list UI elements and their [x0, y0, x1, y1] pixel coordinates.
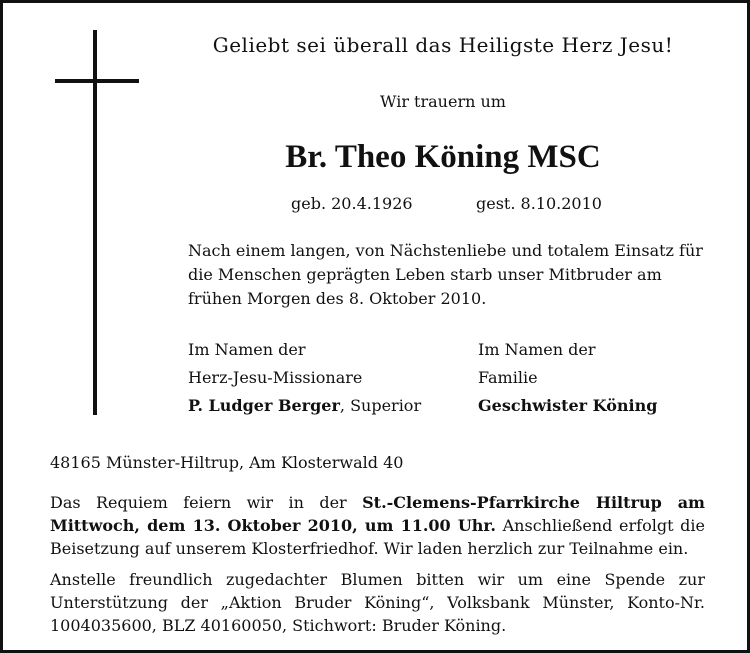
birth-date: geb. 20.4.1926	[291, 194, 413, 213]
signer-role: , Superior	[339, 396, 422, 415]
signature-line: Im Namen der	[478, 340, 596, 359]
signer-line	[188, 392, 421, 420]
biography-text: Nach einem langen, von Nächstenliebe und totalem Einsatz für die Menschen geprägten Leben starb unser Mitbruder am frühen Morgen des 8. Oktober 2010.	[188, 241, 703, 308]
signature-line: Im Namen der	[188, 340, 306, 359]
requiem-text: Das Requiem feiern wir in der	[50, 493, 363, 512]
deceased-name: Br. Theo Köning MSC	[285, 139, 601, 175]
requiem-text-end: Anschließend erfolgt die Beisetzung auf unserem Klosterfriedhof. Wir laden herzlich zur Teilnahme ein.	[50, 516, 705, 558]
death-date: gest. 8.10.2010	[476, 194, 602, 213]
cross-icon-bar	[55, 79, 139, 83]
signer-name: Geschwister Köning	[478, 396, 658, 415]
requiem-paragraph	[50, 491, 705, 560]
signature-line: Herz-Jesu-Missionare	[188, 368, 363, 387]
signature-block-order	[188, 336, 421, 420]
signature-block-family	[478, 336, 657, 420]
address: 48165 Münster-Hiltrup, Am Klosterwald 40	[50, 453, 404, 472]
mourning-line: Wir trauern um	[380, 92, 506, 111]
requiem-details: St.-Clemens-Pfarrkirche Hiltrup am Mittwoch, dem 13. Oktober 2010, um 11.00 Uhr.	[50, 493, 705, 535]
signer-name: P. Ludger Berger	[188, 396, 340, 415]
donation-paragraph: Anstelle freundlich zugedachter Blumen bitten wir um eine Spende zur Unterstützung der „Aktion Bruder Köning“, Volksbank Münster, Konto-Nr. 1004035600, BLZ 40160050, Stichwort: Bruder Köning.	[50, 570, 705, 635]
motto: Geliebt sei überall das Heiligste Herz Jesu!	[212, 33, 674, 57]
cross-icon	[93, 30, 97, 415]
signature-line: Familie	[478, 368, 538, 387]
